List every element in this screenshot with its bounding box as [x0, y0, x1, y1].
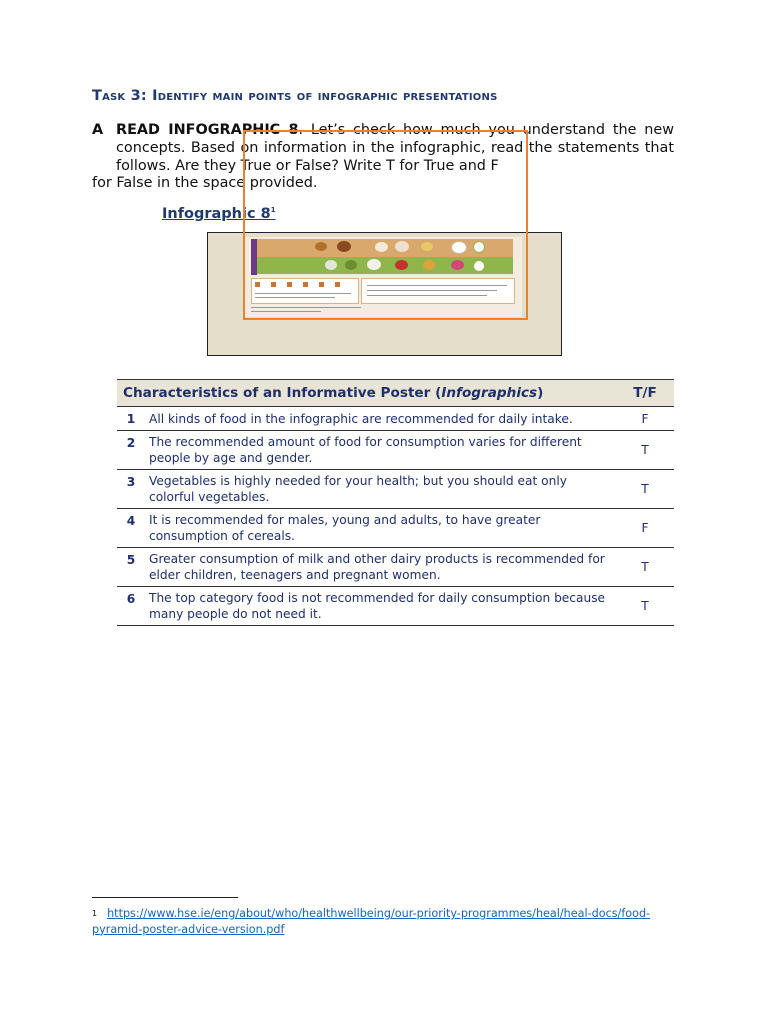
row-number: 1 [117, 407, 145, 431]
footnote-link[interactable]: https://www.hse.ie/eng/about/who/healthwellbeing/our-priority-programmes/heal/heal-docs/food-pyramid-poster-advice-version.pdf [92, 907, 651, 936]
footnote-ref[interactable]: 1 [270, 206, 276, 215]
instructions-lead: READ INFOGRAPHIC 8 [116, 122, 299, 138]
row-statement: All kinds of food in the infographic are recommended for daily intake. [145, 407, 616, 431]
infographic-title: Infographic $8^1$ [162, 206, 276, 222]
row-answer[interactable]: F [616, 509, 674, 548]
table-row [117, 407, 674, 431]
footnote-marker: 1 [92, 909, 98, 918]
row-answer[interactable]: T [616, 548, 674, 587]
row-number: 3 [117, 470, 145, 509]
table-row [117, 509, 674, 548]
table-row [117, 587, 674, 626]
row-statement: The top category food is not recommended for daily consumption because many people do not need it. [145, 587, 616, 626]
row-number: 6 [117, 587, 145, 626]
row-statement: Vegetables is highly needed for your health; but you should eat only colorful vegetables. [145, 470, 616, 509]
instructions-continuation: for False in the space provided. [92, 175, 318, 192]
row-answer[interactable]: F [616, 407, 674, 431]
instructions-text: . Let’s check how much you understand the new concepts. Based on information in the infographic, read the statements that follows. Are they True or False? Write T for True and F [116, 122, 674, 174]
table-row [117, 548, 674, 587]
footnote [92, 906, 652, 937]
table-row [117, 470, 674, 509]
table-header-title: Characteristics of an Informative Poster (Infographics) [117, 380, 616, 407]
row-number: 2 [117, 431, 145, 470]
row-number: 5 [117, 548, 145, 587]
row-statement: It is recommended for males, young and adults, to have greater consumption of cereals. [145, 509, 616, 548]
row-number: 4 [117, 509, 145, 548]
characteristics-table [117, 379, 674, 626]
row-statement: Greater consumption of milk and other dairy products is recommended for elder children, teenagers and pregnant women. [145, 548, 616, 587]
row-answer[interactable]: T [616, 587, 674, 626]
row-answer[interactable]: T [616, 470, 674, 509]
row-answer[interactable]: T [616, 431, 674, 470]
task-title: Task 3: Identify main points of infographic presentations [92, 88, 498, 104]
footnote-separator [92, 897, 238, 898]
row-statement: The recommended amount of food for consumption varies for different people by age and gender. [145, 431, 616, 470]
item-letter: A [92, 122, 104, 138]
highlight-box [243, 130, 528, 320]
table-header-row [117, 380, 674, 407]
table-header-answer: T/F [616, 380, 674, 407]
table-row [117, 431, 674, 470]
